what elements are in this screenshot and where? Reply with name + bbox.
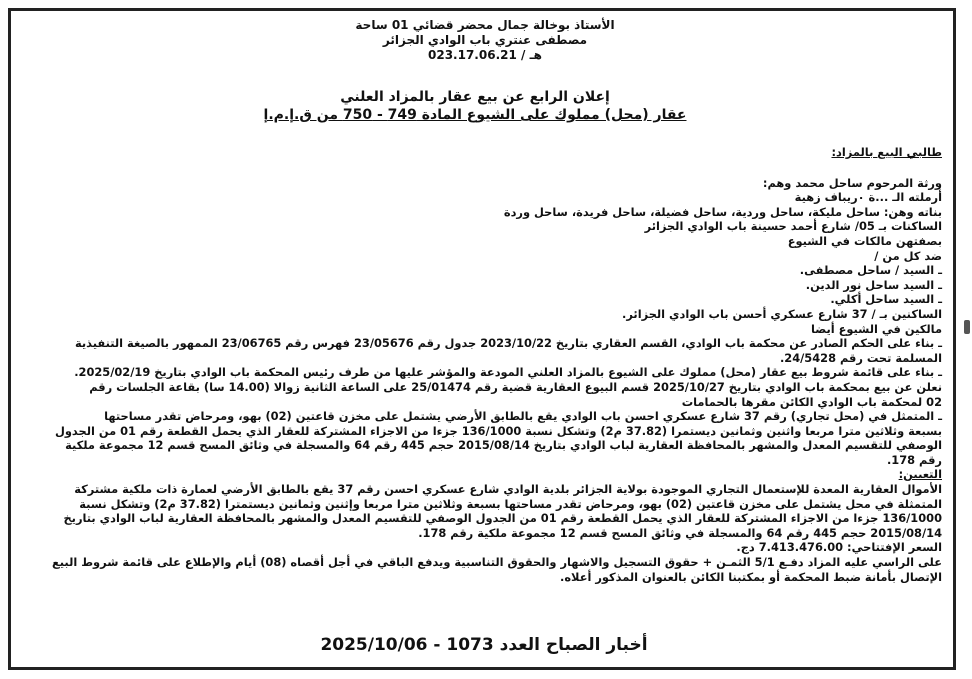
residence-line: الساكنات بـ 05/ شارع أحمد حسينة باب الوادي الجزائر [644, 219, 942, 234]
designation-line-1: الأموال العقارية المعدة للإستعمال التجاري الموجودة بولاية الجزائر بلدية الوادي شارع عسكري احسن رقم 37 يقع بالطابق الأرضي لعمارة ذات ملكية مشتركة [74, 482, 942, 497]
co-owners-line: مالكين في الشيوع أيضا [810, 321, 942, 336]
sale-announcement: نعلن عن بيع بمحكمة باب الوادي بتاريخ 2025/10/27 قسم البيوع العقارية قضية رقم 25/01474 على الساعة الثانية زوالا (14.00 سا) بقاعة الجلسات رقم [89, 379, 942, 394]
bailiff-header [330, 18, 640, 63]
contact-line: الإتصال بأمانة ضبط المحكمة أو بمكتبنا الكائن بالعنوان المذكور أعلاه. [560, 569, 942, 584]
bailiff-address: مصطفى عنتري باب الوادي الجزائر [382, 33, 588, 47]
sale-announcement-cont: 02 لمحكمة باب الوادي الكائن مقرها بالحمامات [681, 394, 942, 409]
heirs-line: ورثة المرحوم ساحل محمد وهم: [762, 175, 942, 190]
widow-line: أرملته الـ ...ة ٠ريباف زهية [794, 190, 942, 205]
designation-line-2: المتمثلة في محل يشتمل على مخزن قاعتين (02) بهو، ومرحاض تقدر مساحتها بسبعة وثلاثين مترا مربعا وإثنين وثمانين ديستمترا (37.82 م2) وتشكل نسبة [79, 496, 942, 511]
payment-terms: على الراسي عليه المزاد دفـع 5/1 الثمـن + حقوق التسجيل والاشهار والحقوق التناسبية ويدفع الباقي في أجل أقصاه (08) أيام والإطلاع على قائمة شروط البيع [52, 555, 942, 570]
designation-line-4: 2015/08/14 حجم 445 رقم 64 والمسجلة في وثائق المسح قسم 12 مجموعة ملكية رقم 178. [418, 525, 942, 540]
defendants-address: الساكنين بـ / 37 شارع عسكري أحسن باب الوادي الجزائر. [622, 306, 942, 321]
defendant-1: ـ السيد / ساحل مصطفى. [799, 263, 942, 278]
judgment-line-cont: المسلمة تحت رقم 24/5428. [779, 350, 942, 365]
designation-line-3: 136/1000 جزءا من الاجزاء المشتركة للعقار الذي يحمل القطعة رقم 01 من الجدول الوصفي للتقسيم المعدل والمشهر بالمحافظة العقارية لباب الوادي بتاريخ [63, 511, 942, 526]
conditions-line: ـ بناء على قائمة شروط بيع عقار (محل) مملوك على الشيوع بالمزاد العلني المودعة والمؤشر عليها من طرف رئيس المحكمة باب الوادي بتاريخ 2025/02/19. [74, 365, 942, 380]
notice-titles [230, 88, 720, 124]
notice-body [27, 145, 942, 584]
designation-heading: التعيين: [898, 467, 942, 482]
bailiff-name: الأستاذ بوخالة جمال محضر قضائي 01 ساحة [355, 18, 615, 32]
newspaper-footer: أخبار الصباح العدد 1073 - 2025/10/06 [320, 635, 648, 655]
notice-title: إعلان الرابع عن بيع عقار بالمزاد العلني [340, 89, 610, 105]
property-line-3: الوصفي للتقسيم المعدل والمشهر بالمحافظة العقارية لباب الوادي بتاريخ 2015/08/14 حجم 445 رقم 64 والمسجلة في وثائق المسح قسم 12 مجموعة ملكية [65, 438, 942, 453]
edge-mark [964, 320, 970, 334]
defendant-3: ـ السيد ساحل أكلي. [830, 292, 942, 307]
sellers-heading: طالبي البيع بالمزاد: [831, 145, 942, 159]
against-line: ضد كل من / [874, 248, 942, 263]
capacity-line: بصفتهن مالكات في الشيوع [787, 233, 942, 248]
daughters-line: بناته وهن: ساحل مليكة، ساحل وردية، ساحل فضيلة، ساحل فريدة، ساحل وردة [503, 204, 942, 219]
defendant-2: ـ السيد ساحل نور الدين. [805, 277, 942, 292]
property-line-4: رقم 178. [886, 452, 942, 467]
notice-subtitle: عقار (محل) مملوك على الشيوع المادة 749 - 750 من ق.إ.م.إ [263, 107, 687, 123]
opening-price: السعر الإفتتاحي: 7.413.476.00 دج. [736, 540, 942, 555]
judgment-line: ـ بناء على الحكم الصادر عن محكمة باب الوادي، القسم العقاري بتاريخ 2023/10/22 جدول رقم 23/05676 فهرس رقم 23/06765 الممهور بالصيغة التنفيذية [74, 336, 942, 351]
property-line-1: ـ المتمثل في (محل تجاري) رقم 37 شارع عسكري احسن باب الوادي يقع بالطابق الأرضي يشتمل على مخزن قاعتين (02) بهو، ومرحاض تقدر مساحتها [104, 409, 942, 424]
property-line-2: بسبعة وثلاثين مترا مربعا واثنين وثمانين ديستمرا (37.82 م2) وتشكل نسبة 136/1000 جزءا من الاجزاء المشتركة للعقار الذي يحمل القطعة رقم 01 من الجدول [54, 423, 942, 438]
bailiff-phone: هـ / 023.17.06.21 [428, 48, 542, 62]
